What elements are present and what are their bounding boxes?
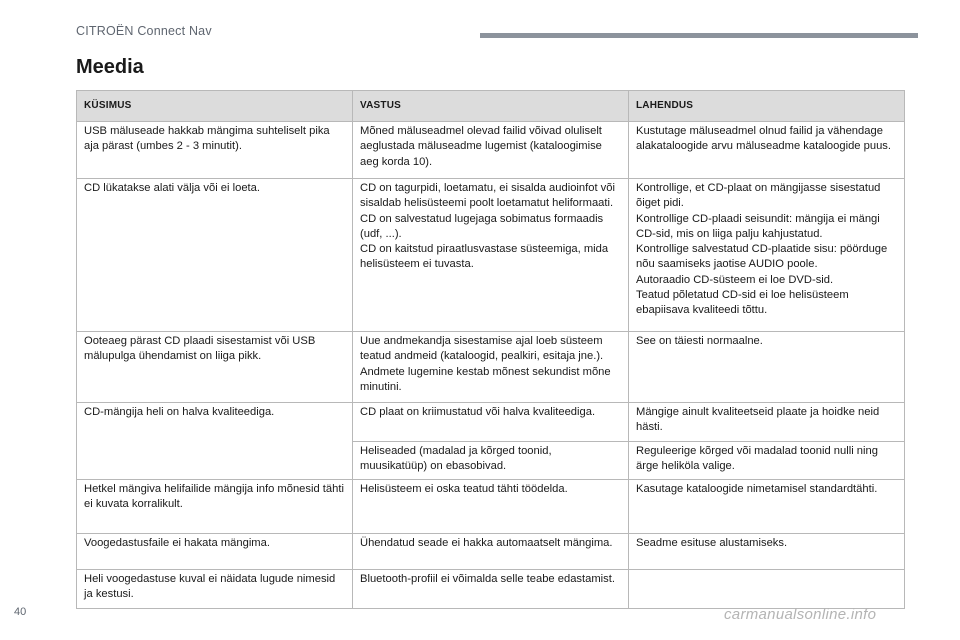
table-header-row xyxy=(77,91,905,122)
question-cell: Voogedastusfaile ei hakata mängima. xyxy=(77,534,353,570)
question-cell: Ooteaeg pärast CD plaadi sisestamist või USB mälupulga ühendamist on liiga pikk. xyxy=(77,332,353,403)
solution-cell: Seadme esituse alustamiseks. xyxy=(629,534,905,570)
question-cell: CD lükatakse alati välja või ei loeta. xyxy=(77,179,353,332)
troubleshooting-table xyxy=(76,90,905,609)
column-header-answer: VASTUS xyxy=(353,91,629,122)
header-title: CITROËN Connect Nav xyxy=(76,24,212,38)
solution-cell: See on täiesti normaalne. xyxy=(629,332,905,403)
solution-cell: Reguleerige kõrged või madalad toonid nulli ning ärge heliköla valige. xyxy=(629,441,905,480)
solution-cell: Mängige ainult kvaliteetseid plaate ja hoidke neid hästi. xyxy=(629,403,905,442)
answer-cell: Uue andmekandja sisestamise ajal loeb süsteem teatud andmeid (kataloogid, pealkiri, esitaja jne.). Andmete lugemine kestab mõnest sekundist mõne minutini. xyxy=(353,332,629,403)
answer-cell: CD plaat on kriimustatud või halva kvaliteediga. xyxy=(353,403,629,442)
table-row xyxy=(77,179,905,332)
watermark: carmanualsonline.info xyxy=(724,606,877,623)
header-divider-bar xyxy=(480,33,918,38)
question-cell: CD-mängija heli on halva kvaliteediga. xyxy=(77,403,353,480)
solution-cell: Kasutage kataloogide nimetamisel standardtähti. xyxy=(629,480,905,534)
answer-cell: Helisüsteem ei oska teatud tähti töödelda. xyxy=(353,480,629,534)
table-row xyxy=(77,570,905,609)
answer-cell: Heliseaded (madalad ja kõrged toonid, muusikatüüp) on ebasobivad. xyxy=(353,441,629,480)
solution-cell: Kustutage mäluseadmel olnud failid ja vähendage alakataloogide arvu mäluseadme kataloogide puus. xyxy=(629,122,905,179)
table-row xyxy=(77,122,905,179)
column-header-question: KÜSIMUS xyxy=(77,91,353,122)
page-number: 40 xyxy=(14,606,27,618)
table-row xyxy=(77,480,905,534)
answer-cell: Ühendatud seade ei hakka automaatselt mängima. xyxy=(353,534,629,570)
question-cell: Hetkel mängiva helifailide mängija info mõnesid tähti ei kuvata korralikult. xyxy=(77,480,353,534)
solution-cell xyxy=(629,570,905,609)
table-row xyxy=(77,403,905,442)
table-row xyxy=(77,332,905,403)
answer-cell: CD on tagurpidi, loetamatu, ei sisalda audioinfot või sisaldab helisüsteemi poolt loetamatut heliformaati. CD on salvestatud lugejaga sobimatus formaadis (udf, ...). CD on kaitstud piraatlusvastase süsteemiga, mida helisüsteem ei tuvasta. xyxy=(353,179,629,332)
question-cell: Heli voogedastuse kuval ei näidata lugude nimesid ja kestusi. xyxy=(77,570,353,609)
answer-cell: Bluetooth-profiil ei võimalda selle teabe edastamist. xyxy=(353,570,629,609)
table-row xyxy=(77,534,905,570)
question-cell: USB mäluseade hakkab mängima suhteliselt pika aja pärast (umbes 2 - 3 minutit). xyxy=(77,122,353,179)
column-header-solution: LAHENDUS xyxy=(629,91,905,122)
section-title: Meedia xyxy=(76,56,144,78)
answer-cell: Mõned mäluseadmel olevad failid võivad oluliselt aeglustada mäluseadme lugemist (kataloogimise aeg korda 10). xyxy=(353,122,629,179)
solution-cell: Kontrollige, et CD-plaat on mängijasse sisestatud õiget pidi. Kontrollige CD-plaadi seisundit: mängija ei mängi CD-sid, mis on liiga palju kahjustatud. Kontrollige salvestatud CD-plaatide sisu: pöörduge nõu saamiseks jaotise AUDIO poole. Autoraadio CD-süsteem ei loe DVD-sid. Teatud põletatud CD-sid ei loe helisüsteem ebapiisava kvaliteedi tõttu. xyxy=(629,179,905,332)
